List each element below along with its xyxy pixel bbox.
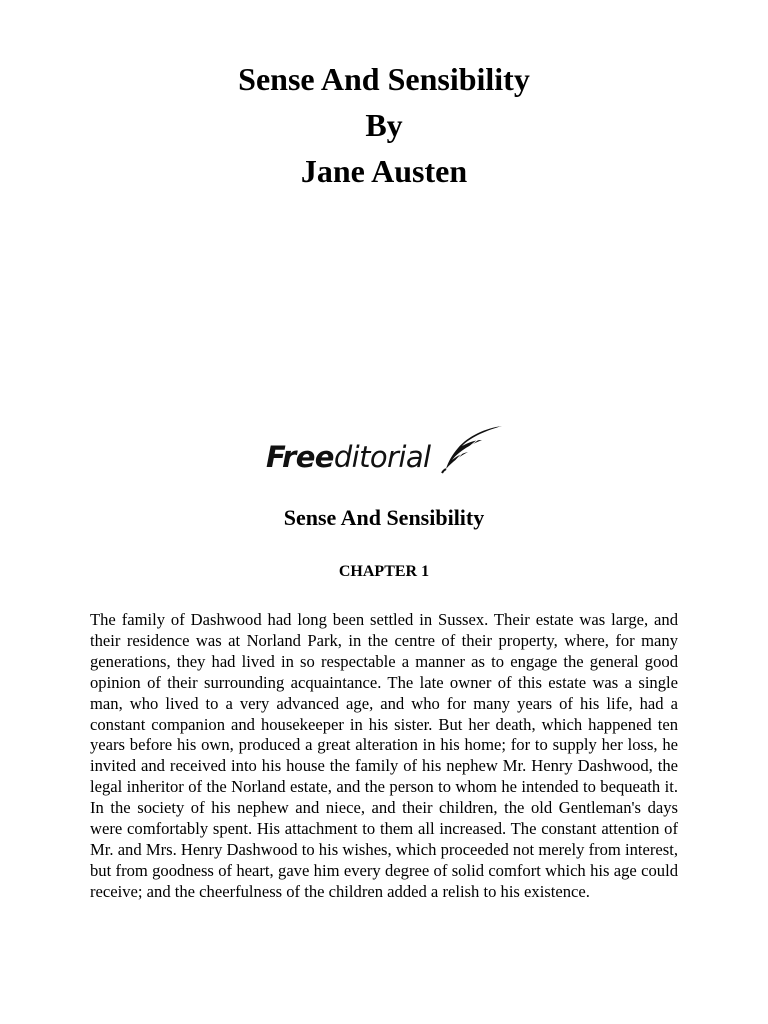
chapter-book-title: Sense And Sensibility (283, 505, 485, 530)
book-title-heading: Sense And Sensibility (238, 61, 530, 97)
logo-text-bold: Free (266, 440, 334, 474)
title-block (0, 56, 768, 194)
body-paragraph: The family of Dashwood had long been settled in Sussex. Their estate was large, and their residence was at Norland Park, in the centre of their property, where, for many generations, they had lived in so respectable a manner as to engage the general good opinion of their surrounding acquaintance. The late owner of this estate was a single man, who lived to a very advanced age, and who for many years of his life, had a constant companion and housekeeper in his sister. But her death, which happened ten years before his own, produced a great alteration in his home; for to supply her loss, he invited and received into his house the family of his nephew Mr. Henry Dashwood, the legal inheritor of the Norland estate, and the person to whom he intended to bequeath it. In the society of his nephew and niece, and their children, the old Gentleman's days were comfortably spent. His attachment to them all increased. The constant attention of Mr. and Mrs. Henry Dashwood to his wishes, which proceeded not merely from interest, but from goodness of heart, gave him every degree of solid comfort which his age could receive; and the cheerfulness of the children added a relish to his existence. (90, 610, 678, 901)
publisher-logo-wordmark (266, 440, 430, 474)
chapter-heading: CHAPTER 1 (338, 563, 430, 580)
by-line: By (365, 107, 403, 143)
publisher-logo (266, 424, 506, 480)
logo-text-regular: ditorial (333, 440, 431, 474)
author-name: Jane Austen (300, 153, 468, 189)
feather-quill-icon (438, 424, 504, 474)
